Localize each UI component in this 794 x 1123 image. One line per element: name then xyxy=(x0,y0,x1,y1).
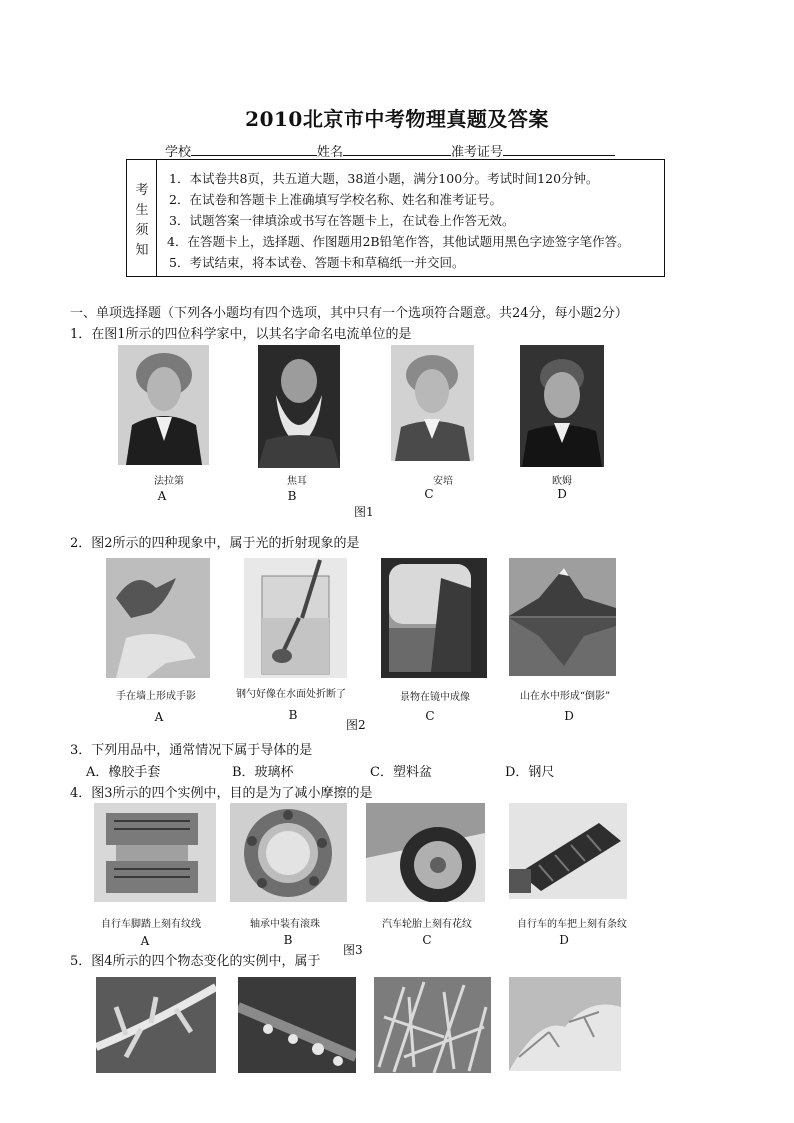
school-label: 学校 xyxy=(165,145,192,160)
exam-no-label: 准考证号 xyxy=(451,145,504,160)
figure-3-caption-c: 汽车轮胎上刻有花纹 xyxy=(382,919,472,930)
option-d[interactable]: D．钢尺 xyxy=(505,765,555,780)
figure-2-caption-b: 钢勺好像在水面处折断了 xyxy=(236,689,346,700)
figure-2-letter-a: A xyxy=(154,710,164,724)
portrait-ampere-image xyxy=(391,345,474,461)
figure-1-caption-d: 欧姆 xyxy=(552,476,572,487)
spoon-in-water-image xyxy=(244,558,347,678)
frosted-grass-image xyxy=(374,977,491,1073)
figure-1-caption-c: 安培 xyxy=(433,476,453,487)
car-tire-image xyxy=(366,803,485,902)
option-b[interactable]: B．玻璃杯 xyxy=(232,765,294,780)
figure-3-caption-a: 自行车脚踏上刻有纹线 xyxy=(101,919,201,930)
page-title: 2010北京市中考物理真题及答案 xyxy=(245,107,549,131)
figure-1-letter-b: B xyxy=(287,489,297,503)
question-1: 1．在图1所示的四位科学家中，以其名字命名电流单位的是 xyxy=(70,327,412,342)
figure-2-letter-d: D xyxy=(564,709,574,723)
notice-label-char: 考 xyxy=(135,183,149,198)
name-blank[interactable] xyxy=(343,142,451,156)
portrait-faraday-image xyxy=(118,345,209,465)
hand-shadow-image xyxy=(106,558,210,678)
question-4: 4．图3所示的四个实例中，目的是为了减小摩擦的是 xyxy=(70,786,373,801)
portrait-joule-image xyxy=(258,345,340,468)
figure-3-letter-c: C xyxy=(422,933,432,947)
figure-3-caption-d: 自行车的车把上刻有条纹 xyxy=(517,919,627,930)
bike-pedal-image xyxy=(94,803,216,902)
notice-label-char: 须 xyxy=(135,223,149,238)
notice-item: 3．试题答案一律填涂或书写在答题卡上，在试卷上作答无效。 xyxy=(169,213,515,228)
question-5: 5．图4所示的四个物态变化的实例中，属于 xyxy=(70,954,321,969)
notice-label-cell xyxy=(127,160,157,276)
exam-no-blank[interactable] xyxy=(503,142,615,156)
figure-1-caption-b: 焦耳 xyxy=(287,476,307,487)
figure-2-letter-c: C xyxy=(425,709,435,723)
question-3: 3．下列用品中，通常情况下属于导体的是 xyxy=(70,743,313,758)
ball-bearing-image xyxy=(230,803,347,902)
figure-2-label: 图2 xyxy=(346,718,366,732)
option-c[interactable]: C．塑料盆 xyxy=(370,765,432,780)
portrait-ohm-image xyxy=(520,345,604,467)
figure-1-label: 图1 xyxy=(354,505,374,519)
mountain-reflection-image xyxy=(509,558,616,676)
school-blank[interactable] xyxy=(191,142,317,156)
figure-1-letter-a: A xyxy=(157,489,167,503)
notice-item: 5．考试结束，将本试卷、答题卡和草稿纸一并交回。 xyxy=(169,255,465,270)
figure-3-caption-b: 轴承中装有滚珠 xyxy=(250,919,320,930)
mirror-reflection-image xyxy=(381,558,487,678)
dew-drops-image xyxy=(238,977,356,1073)
notice-label-char: 生 xyxy=(135,203,149,218)
section-heading: 一、单项选择题（下列各小题均有四个选项，其中只有一个选项符合题意。共24分，每小题2分） xyxy=(70,306,628,321)
exam-notice-box xyxy=(126,159,665,277)
figure-2-letter-b: B xyxy=(288,708,298,722)
figure-2-caption-d: 山在水中形成“倒影” xyxy=(519,691,611,702)
student-info-fields xyxy=(165,141,615,160)
question-2: 2．图2所示的四种现象中，属于光的折射现象的是 xyxy=(70,536,360,551)
figure-3-letter-a: A xyxy=(140,934,150,948)
figure-3-letter-d: D xyxy=(559,933,569,947)
window-frost-image xyxy=(509,977,621,1071)
option-a[interactable]: A．橡胶手套 xyxy=(86,765,161,780)
figure-1-caption-a: 法拉第 xyxy=(154,476,184,487)
figure-1-letter-d: D xyxy=(557,487,567,501)
figure-2-caption-a: 手在墙上形成手影 xyxy=(116,691,196,702)
notice-item: 4．在答题卡上，选择题、作图题用2B铅笔作答，其他试题用黑色字迹签字笔作答。 xyxy=(167,234,630,249)
figure-2-caption-c: 景物在镜中成像 xyxy=(400,692,470,703)
name-label: 姓名 xyxy=(317,145,344,160)
figure-3-label: 图3 xyxy=(343,943,363,957)
notice-item: 2．在试卷和答题卡上准确填写学校名称、姓名和准考证号。 xyxy=(169,192,502,207)
figure-1-letter-c: C xyxy=(424,487,434,501)
handlebar-grip-image xyxy=(509,803,627,899)
frost-on-branch-image xyxy=(96,977,216,1073)
notice-label-char: 知 xyxy=(135,243,149,258)
figure-3-letter-b: B xyxy=(283,933,293,947)
notice-item: 1．本试卷共8页，共五道大题，38道小题，满分100分。考试时间120分钟。 xyxy=(169,171,599,186)
